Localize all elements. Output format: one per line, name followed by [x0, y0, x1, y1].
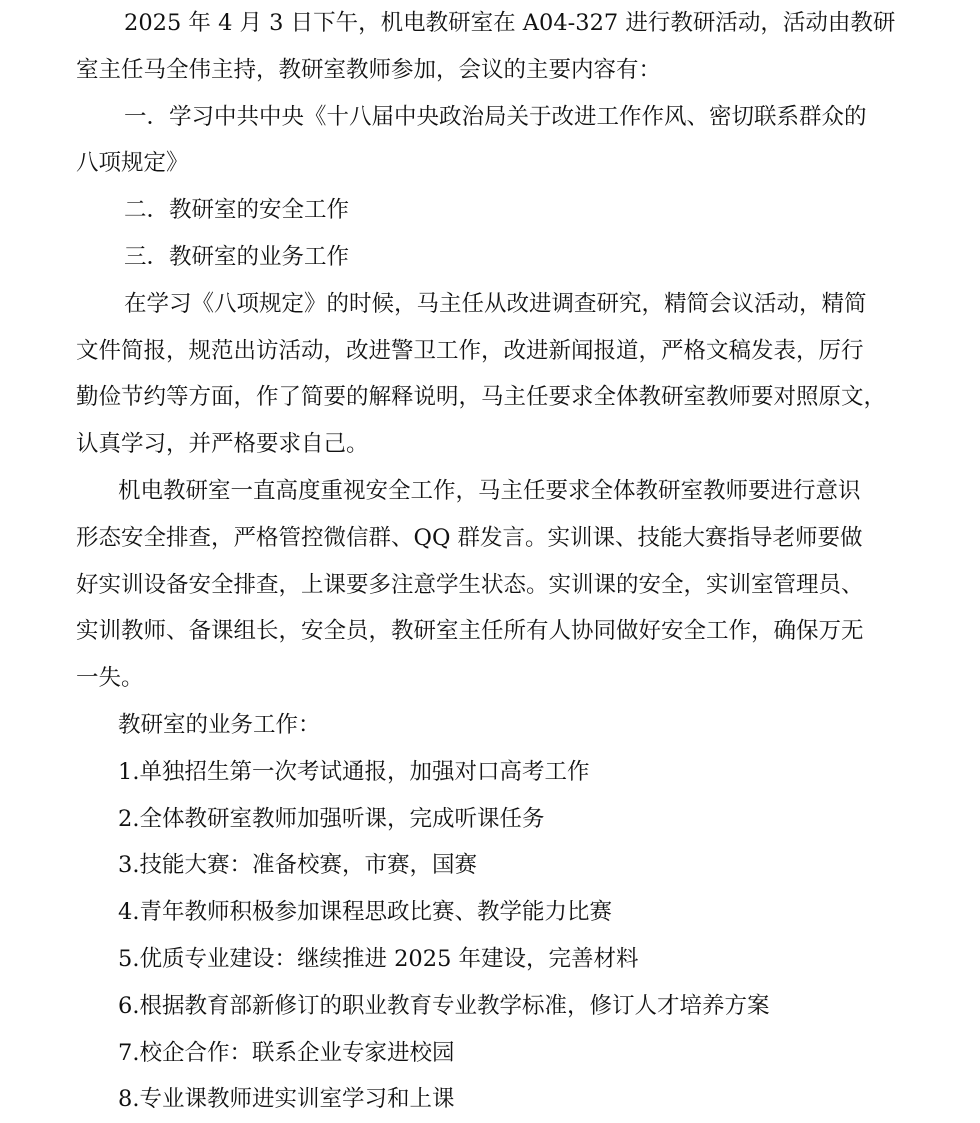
safety-line: 实训教师、备课组长，安全员，教研室主任所有人协同做好安全工作，确保万无 [76, 618, 864, 645]
agenda-item-1 [76, 94, 906, 188]
agenda-item-2 [76, 187, 906, 234]
business-list-item: 6.根据教育部新修订的职业教育专业教学标准，修订人才培养方案 [118, 992, 770, 1019]
intro-paragraph [76, 0, 906, 94]
safety-paragraph [76, 468, 906, 702]
business-list-item: 5.优质专业建设：继续推进 2025 年建设，完善材料 [118, 945, 639, 972]
business-list-item: 1.单独招生第一次考试通报，加强对口高考工作 [118, 758, 590, 785]
business-list-item: 8.专业课教师进实训室学习和上课 [118, 1086, 455, 1113]
safety-line: 好实训设备安全排查，上课要多注意学生状态。实训课的安全，实训室管理员、 [76, 571, 864, 598]
safety-line: 一失。 [76, 665, 144, 692]
study-line: 勤俭节约等方面，作了简要的解释说明，马主任要求全体教研室教师要对照原文， [76, 384, 887, 411]
agenda-line: 三．教研室的业务工作 [124, 243, 350, 270]
study-line: 在学习《八项规定》的时候，马主任从改进调查研究，精简会议活动，精简 [124, 290, 867, 317]
document-body [76, 0, 906, 1123]
study-paragraph [76, 281, 906, 468]
study-line: 认真学习，并严格要求自己。 [76, 431, 369, 458]
business-heading [76, 702, 906, 749]
agenda-line: 一．学习中共中央《十八届中央政治局关于改进工作作风、密切联系群众的 [124, 103, 867, 130]
safety-line: 机电教研室一直高度重视安全工作，马主任要求全体教研室教师要进行意识 [118, 477, 861, 504]
agenda-line: 八项规定》 [76, 150, 189, 177]
business-list-item: 4.青年教师积极参加课程思政比赛、教学能力比赛 [118, 899, 612, 926]
intro-line: 室主任马全伟主持，教研室教师参加，会议的主要内容有： [76, 56, 662, 83]
business-list [76, 749, 906, 1123]
intro-line: 2025 年 4 月 3 日下午，机电教研室在 A04-327 进行教研活动，活动由教研 [124, 10, 896, 36]
agenda-item-3 [76, 234, 906, 281]
study-line: 文件简报，规范出访活动，改进警卫工作，改进新闻报道，严格文稿发表，厉行 [76, 337, 864, 364]
business-list-item: 3.技能大赛：准备校赛，市赛，国赛 [118, 852, 477, 879]
business-list-item: 7.校企合作：联系企业专家进校园 [118, 1039, 455, 1066]
agenda-line: 二．教研室的安全工作 [124, 197, 350, 224]
safety-line: 形态安全排查，严格管控微信群、QQ 群发言。实训课、技能大赛指导老师要做 [76, 524, 863, 551]
business-list-item: 2.全体教研室教师加强听课，完成听课任务 [118, 805, 545, 832]
business-heading-text: 教研室的业务工作： [118, 711, 321, 738]
